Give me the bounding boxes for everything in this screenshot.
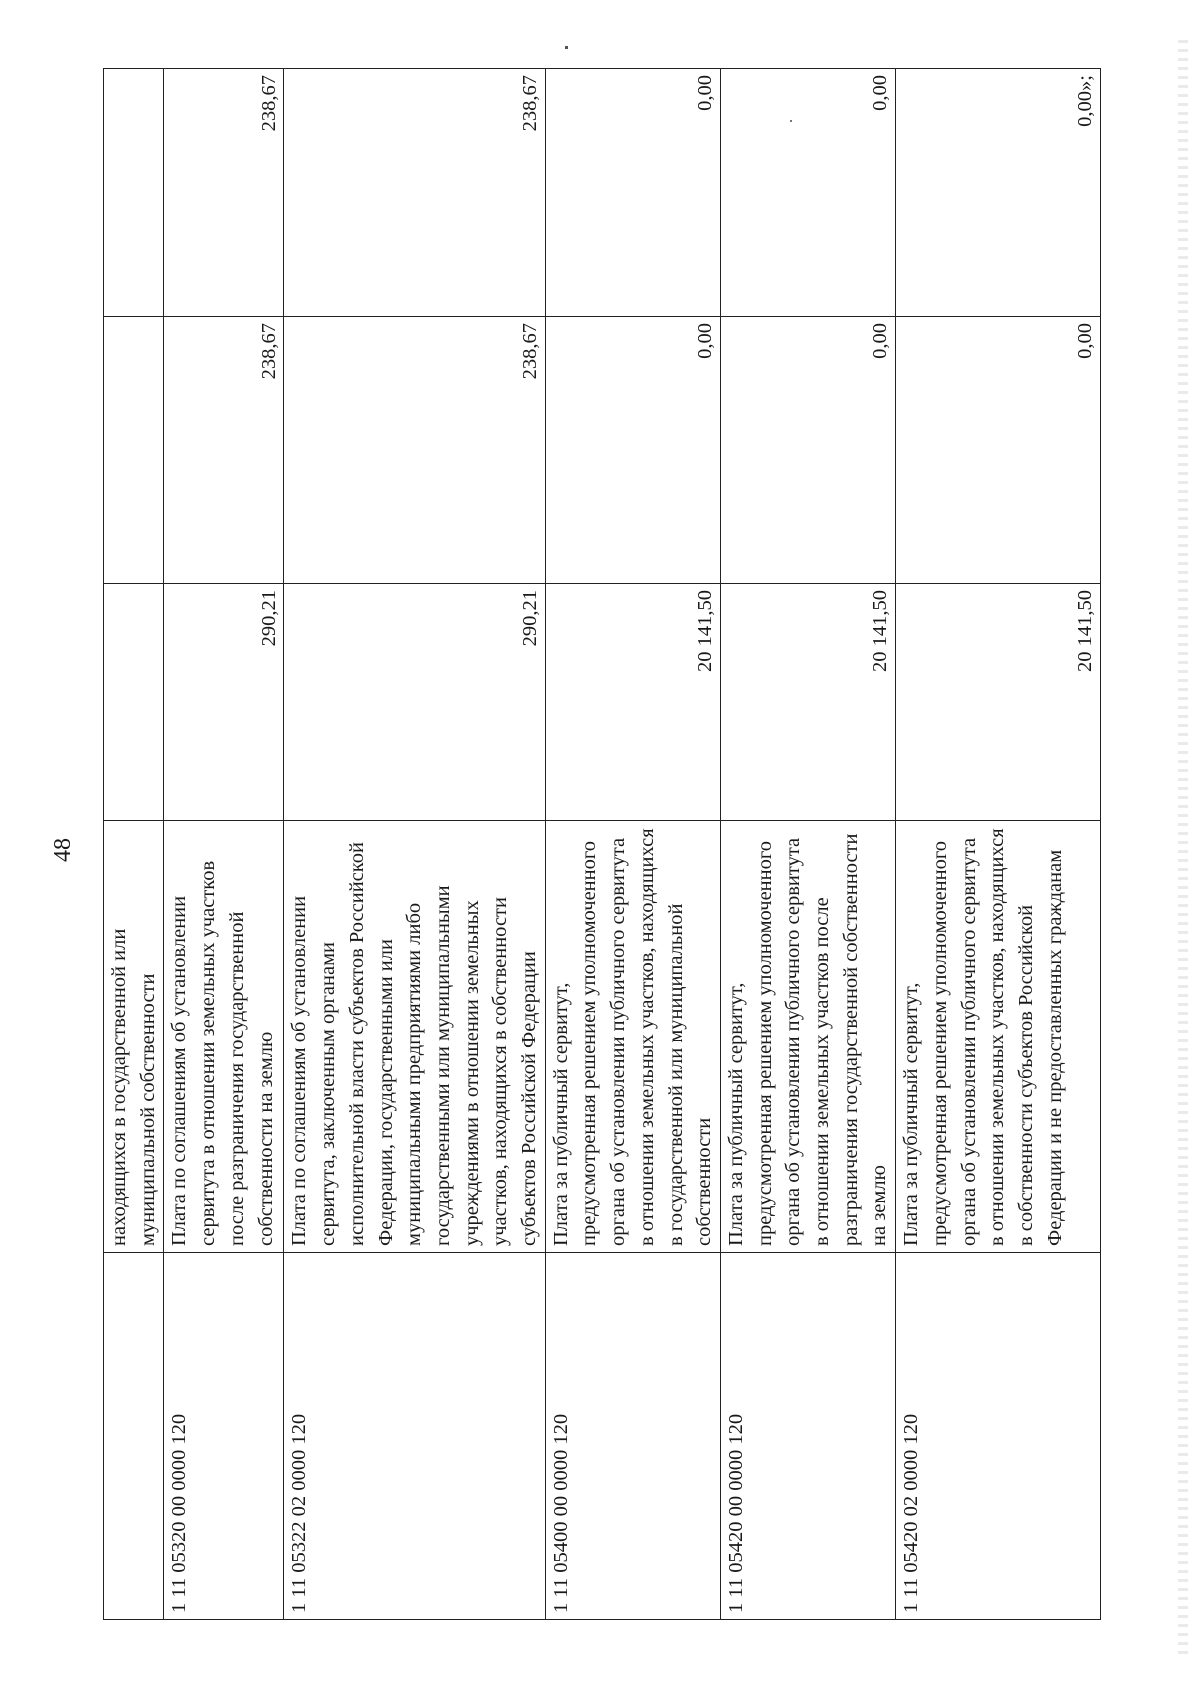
amount-cell: 238,67 bbox=[164, 317, 284, 584]
table-row bbox=[896, 69, 1101, 1620]
amount-cell: 290,21 bbox=[284, 584, 545, 821]
income-name-cell: Плата за публичный сервитут, предусмотренная решением уполномоченного органа об установлении публичного сервитута в отношении земельных участков, находящихся в государственной или муниципальной собственности bbox=[545, 821, 720, 1253]
amount-cell: 0,00 bbox=[896, 317, 1101, 584]
amount-cell bbox=[104, 317, 164, 584]
amount-cell: 290,21 bbox=[164, 584, 284, 821]
table-row bbox=[545, 69, 720, 1620]
amount-cell: 0,00 bbox=[545, 317, 720, 584]
table-row bbox=[720, 69, 895, 1620]
amount-cell: 0,00»; bbox=[896, 69, 1101, 317]
budget-code-cell: 1 11 05320 00 0000 120 bbox=[164, 1253, 284, 1620]
amount-cell: 238,67 bbox=[284, 317, 545, 584]
budget-code-cell: 1 11 05400 00 0000 120 bbox=[545, 1253, 720, 1620]
amount-cell: 20 141,50 bbox=[896, 584, 1101, 821]
income-name-cell: Плата за публичный сервитут, предусмотренная решением уполномоченного органа об установлении публичного сервитута в отношении земельных участков после разграничения государственной собственности на землю bbox=[720, 821, 895, 1253]
table-row bbox=[284, 69, 545, 1620]
amount-cell: 0,00 bbox=[720, 317, 895, 584]
income-name-cell: Плата по соглашениям об установлении сервитута, заключенным органами исполнительной власти субъектов Российской Федерации, государственными или муниципальными предприятиями либо государственными или муниципальными учреждениями в отношении земельных участков, находящихся в собственности субъектов Российской Федерации bbox=[284, 821, 545, 1253]
amount-cell: 20 141,50 bbox=[720, 584, 895, 821]
income-name-cell: находящихся в государственной или муниципальной собственности bbox=[104, 821, 164, 1253]
budget-code-cell: 1 11 05420 02 0000 120 bbox=[896, 1253, 1101, 1620]
page-number: 48 bbox=[50, 838, 76, 862]
rotated-page bbox=[0, 50, 1100, 1650]
budget-code-cell: 1 11 05420 00 0000 120 bbox=[720, 1253, 895, 1620]
amount-cell bbox=[104, 69, 164, 317]
table-row bbox=[104, 69, 164, 1620]
scan-edge-artifact bbox=[1178, 40, 1188, 1660]
scan-speck bbox=[565, 46, 568, 49]
budget-code-cell bbox=[104, 1253, 164, 1620]
revenue-table bbox=[103, 68, 1101, 1620]
amount-cell bbox=[104, 584, 164, 821]
amount-cell: 238,67 bbox=[164, 69, 284, 317]
amount-cell: 0,00 bbox=[545, 69, 720, 317]
amount-cell: 20 141,50 bbox=[545, 584, 720, 821]
amount-cell: 238,67 bbox=[284, 69, 545, 317]
income-name-cell: Плата за публичный сервитут, предусмотренная решением уполномоченного органа об установлении публичного сервитута в отношении земельных участков, находящихся в собственности субъектов Российской Федерации и не предоставленных гражданам bbox=[896, 821, 1101, 1253]
income-name-cell: Плата по соглашениям об установлении сервитута в отношении земельных участков после разграничения государственной собственности на землю bbox=[164, 821, 284, 1253]
table-row bbox=[164, 69, 284, 1620]
budget-code-cell: 1 11 05322 02 0000 120 bbox=[284, 1253, 545, 1620]
amount-cell: 0,00 bbox=[720, 69, 895, 317]
